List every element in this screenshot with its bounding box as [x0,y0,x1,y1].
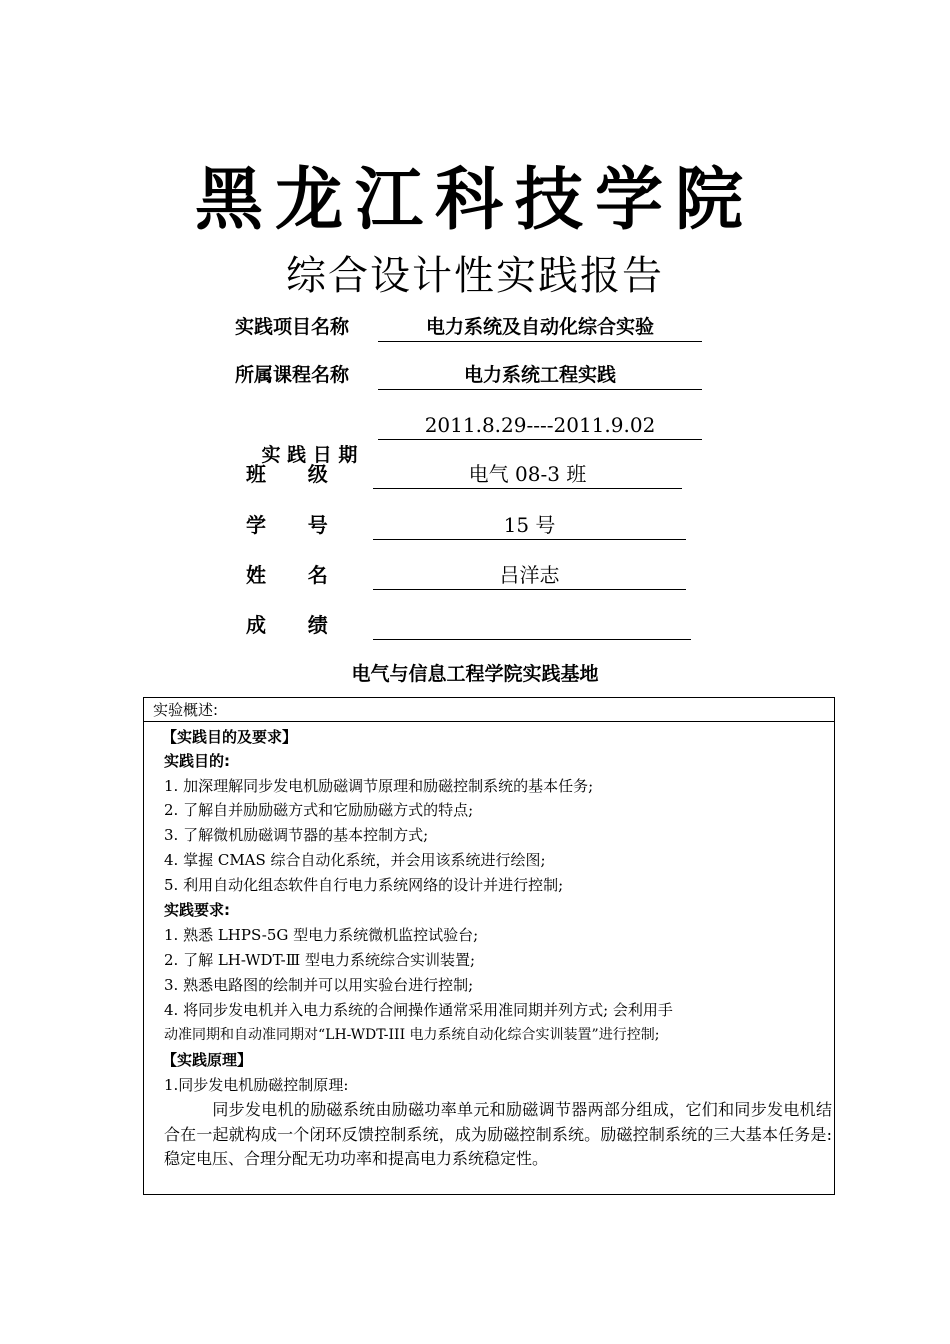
requirement-item: 4. 将同步发电机并入电力系统的合闸操作通常采用准同期并列方式; 会利用手 [164,1001,673,1019]
info-row-project [235,312,705,342]
info-row-name [246,560,691,590]
info-row-date [235,410,705,466]
info-label: 成 绩 [246,613,328,637]
school-name: 黑龙江科技学院 [194,160,755,240]
purpose-item: 1. 加深理解同步发电机励磁调节原理和励磁控制系统的基本任务; [164,777,594,795]
overview-box [143,697,835,1195]
info-value: 15 号 [373,510,686,540]
info-value: 2011.8.29----2011.9.02 [378,410,702,440]
info-label: 所属课程名称 [235,364,350,386]
info-value: 电气 08-3 班 [373,459,682,489]
purpose-item: 3. 了解微机励磁调节器的基本控制方式; [164,826,429,844]
info-label-text: 实 践 日 期 [261,444,358,466]
requirement-item: 3. 熟悉电路图的绘制并可以用实验台进行控制; [164,976,474,994]
info-row-course [235,360,705,390]
info-value: 吕洋志 [373,560,686,590]
overview-header: 实验概述: [144,698,834,722]
info-label: 班 级 [246,462,328,486]
requirement-label: 实践要求: [164,901,230,919]
requirement-item: 2. 了解 LH-WDT-Ⅲ 型电力系统综合实训装置; [164,951,476,969]
purpose-item: 4. 掌握 CMAS 综合自动化系统，并会用该系统进行绘图; [164,851,546,869]
purpose-item: 5. 利用自动化组态软件自行电力系统网络的设计并进行控制; [164,876,564,894]
info-value [373,610,691,640]
info-label: 学 号 [246,513,328,537]
purpose-item: 2. 了解自并励励磁方式和它励励磁方式的特点; [164,801,474,819]
requirement-item: 1. 熟悉 LHPS-5G 型电力系统微机监控试验台; [164,926,479,944]
info-row-student-id [246,510,691,540]
info-row-score [246,610,696,640]
info-row-class [246,459,686,489]
principle-paragraph [164,1098,832,1172]
purpose-heading: 【实践目的及要求】 [162,728,298,746]
base-title: 电气与信息工程学院实践基地 [351,663,599,685]
requirement-item: 动准同期和自动准同期对“LH-WDT-III 电力系统自动化综合实训装置”进行控制; [164,1027,660,1043]
principle-item: 1.同步发电机励磁控制原理: [164,1076,349,1094]
purpose-label: 实践目的: [164,752,230,770]
info-value: 电力系统及自动化综合实验 [378,312,702,342]
info-label: 姓 名 [246,563,328,587]
report-title: 综合设计性实践报告 [286,253,664,299]
principle-text: 同步发电机的励磁系统由励磁功率单元和励磁调节器两部分组成，它们和同步发电机结合在一起就构成一个闭环反馈控制系统，成为励磁控制系统。励磁控制系统的三大基本任务是: 稳定电压、合理分配无功功率和提高电力系统稳定性。 [164,1100,832,1168]
principle-heading: 【实践原理】 [162,1051,253,1069]
info-value: 电力系统工程实践 [378,360,702,390]
info-label: 实践项目名称 [235,316,350,338]
